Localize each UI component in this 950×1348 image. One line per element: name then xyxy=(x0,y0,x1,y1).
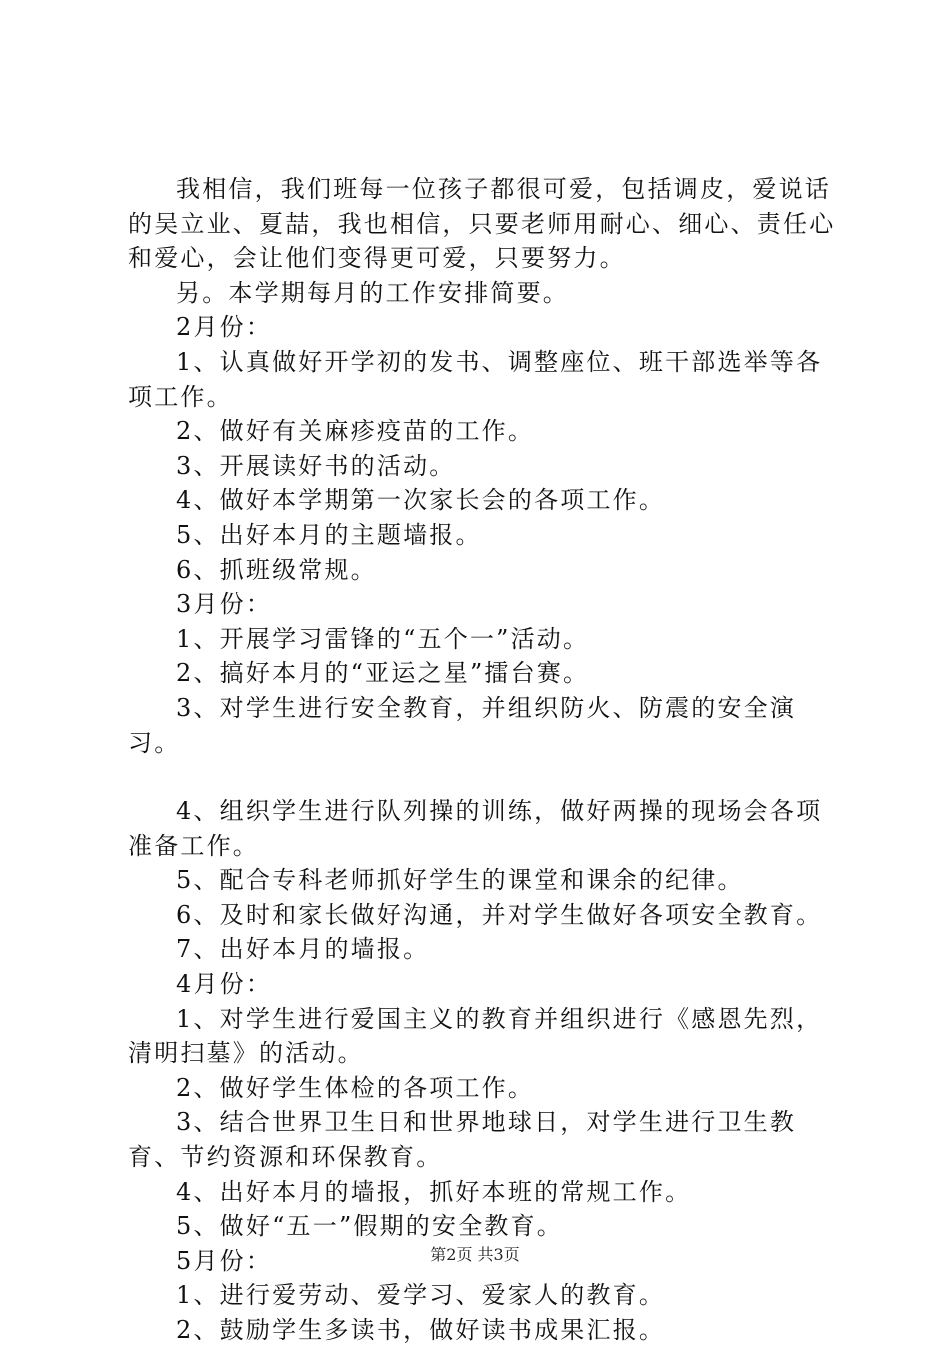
page-footer xyxy=(0,1244,950,1266)
list-item: 3、开展读好书的活动。 xyxy=(176,451,456,480)
month-heading-apr: 4月份： xyxy=(176,970,273,999)
list-item: 4、做好本学期第一次家长会的各项工作。 xyxy=(176,486,666,515)
month-heading-mar: 3月份： xyxy=(176,590,273,619)
document-body xyxy=(128,172,840,1348)
list-item: 6、及时和家长做好沟通，并对学生做好各项安全教育。 xyxy=(176,900,823,929)
paragraph-plan-summary: 另。本学期每月的工作安排简要。 xyxy=(176,278,569,307)
list-item: 6、抓班级常规。 xyxy=(176,555,377,584)
list-item: 1、认真做好开学初的发书、调整座位、班干部选举等各项工作。 xyxy=(128,347,823,411)
month-heading-may: 5月份： xyxy=(176,1246,273,1275)
list-item: 7、出好本月的墙报。 xyxy=(176,935,430,964)
list-item: 5、做好“五一”假期的安全教育。 xyxy=(176,1212,564,1241)
list-item: 2、做好有关麻疹疫苗的工作。 xyxy=(176,417,535,446)
list-item: 1、对学生进行爱国主义的教育并组织进行《感恩先烈，清明扫墓》的活动。 xyxy=(128,1004,823,1068)
list-item: 3、对学生进行安全教育，并组织防火、防震的安全演习。 xyxy=(128,693,797,757)
paragraph-intro: 我相信，我们班每一位孩子都很可爱，包括调皮，爱说话的吴立业、夏喆，我也相信，只要老师用耐心、细心、责任心和爱心，会让他们变得更可爱，只要努力。 xyxy=(128,175,836,273)
list-item: 2、鼓励学生多读书，做好读书成果汇报。 xyxy=(176,1316,666,1344)
list-item: 2、搞好本月的“亚运之星”擂台赛。 xyxy=(176,659,590,688)
list-item: 1、开展学习雷锋的“五个一”活动。 xyxy=(176,624,590,653)
list-item: 3、结合世界卫生日和世界地球日，对学生进行卫生教育、节约资源和环保教育。 xyxy=(128,1108,797,1172)
list-item: 1、进行爱劳动、爱学习、爱家人的教育。 xyxy=(176,1281,666,1310)
list-item: 5、配合专科老师抓好学生的课堂和课余的纪律。 xyxy=(176,866,744,895)
list-item: 4、组织学生进行队列操的训练，做好两操的现场会各项准备工作。 xyxy=(128,797,823,860)
list-item: 4、出好本月的墙报，抓好本班的常规工作。 xyxy=(176,1177,692,1206)
month-heading-feb: 2月份： xyxy=(176,313,273,342)
list-item: 2、做好学生体检的各项工作。 xyxy=(176,1073,535,1102)
page-number-label: 第2页 共3页 xyxy=(430,1245,520,1264)
list-item: 5、出好本月的主题墙报。 xyxy=(176,520,482,549)
blank-line xyxy=(128,760,840,794)
